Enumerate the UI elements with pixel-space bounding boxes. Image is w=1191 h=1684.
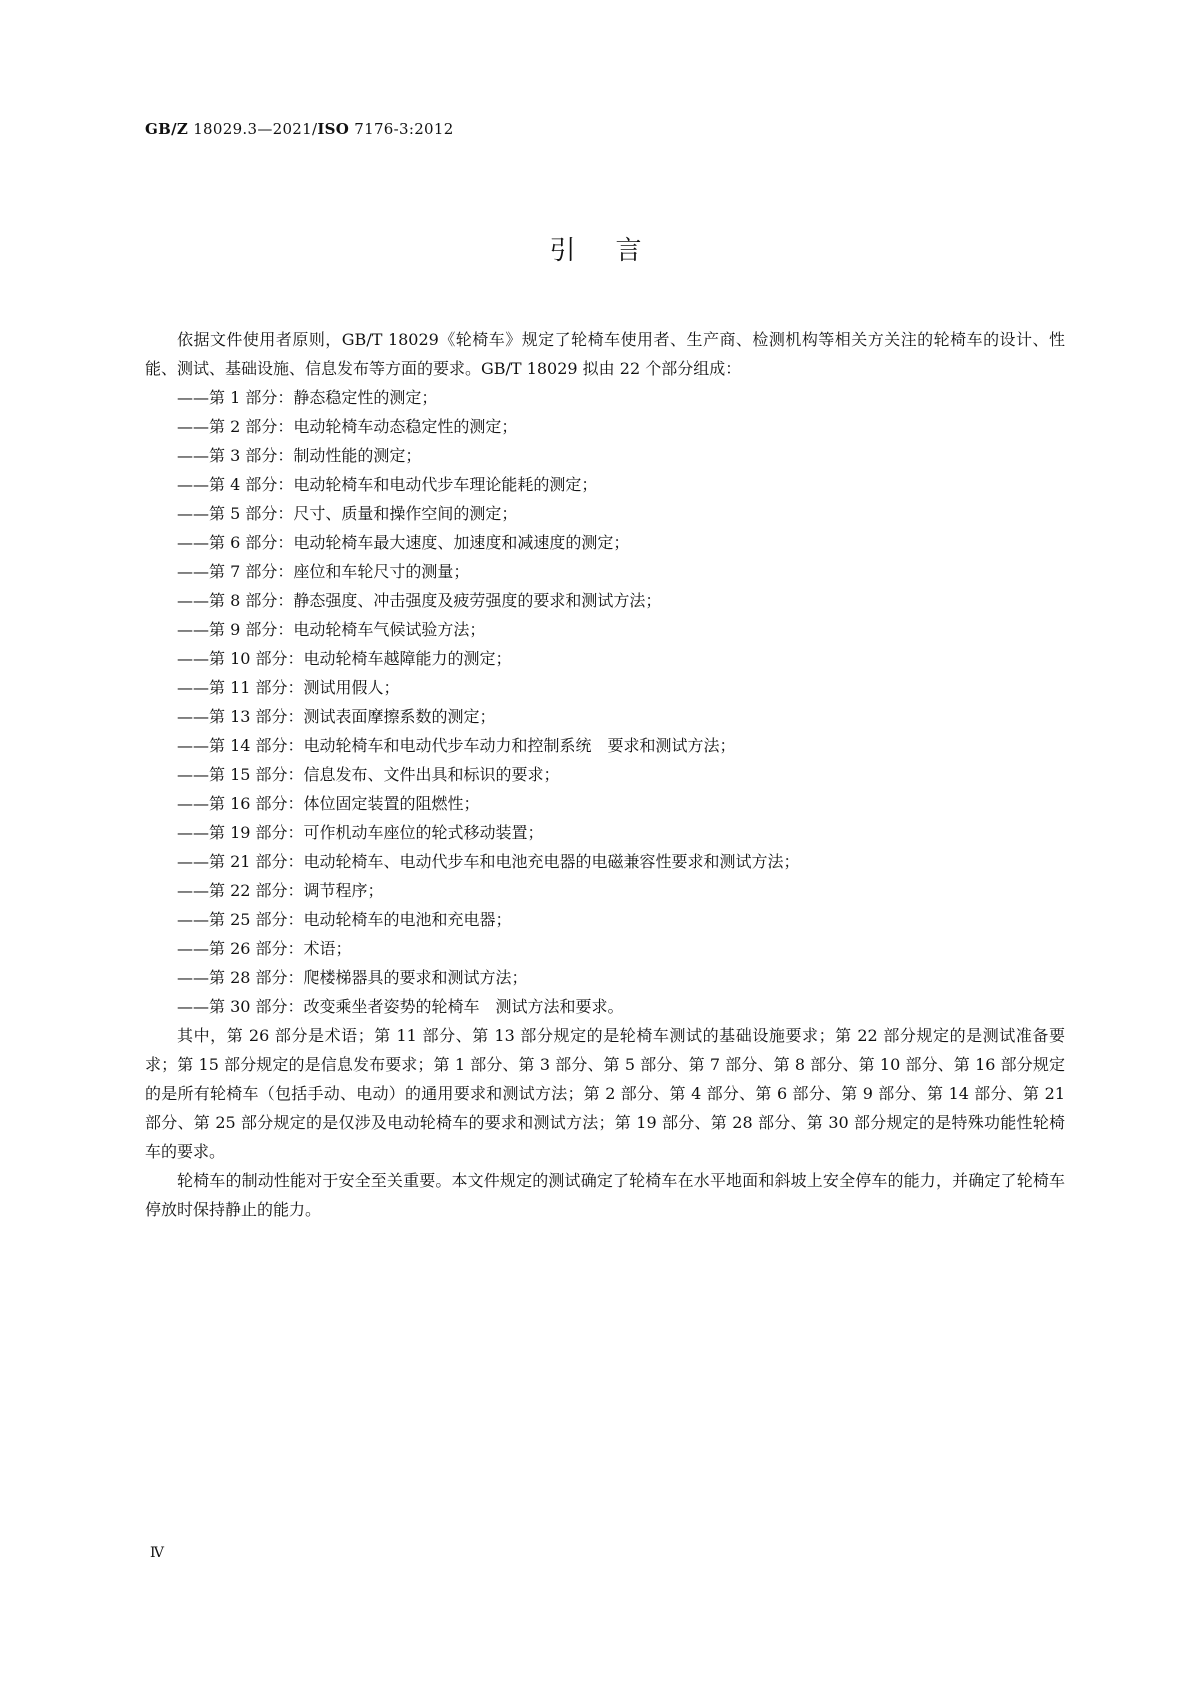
iso-prefix: ISO: [317, 120, 350, 138]
list-item: ——第 13 部分：测试表面摩擦系数的测定；: [177, 707, 496, 726]
list-item: ——第 19 部分：可作机动车座位的轮式移动装置；: [177, 823, 544, 842]
list-item: ——第 9 部分：电动轮椅车气候试验方法；: [177, 620, 486, 639]
page-number: Ⅳ: [150, 1545, 164, 1561]
list-item: ——第 6 部分：电动轮椅车最大速度、加速度和减速度的测定；: [177, 533, 630, 552]
document-header: [145, 120, 454, 138]
list-item: ——第 10 部分：电动轮椅车越障能力的测定；: [177, 649, 512, 668]
summary-paragraph: 其中，第 26 部分是术语；第 11 部分、第 13 部分规定的是轮椅车测试的基础设施要求；第 22 部分规定的是测试准备要求；第 15 部分规定的是信息发布要求；第 1 部分、第 3 部分、第 5 部分、第 7 部分、第 8 部分、第 10 部分、第 16 部分规定的是所有轮椅车（包括手动、电动）的通用要求和测试方法；第 2 部分、第 4 部分、第 6 部分、第 9 部分、第 14 部分、第 21 部分、第 25 部分规定的是仅涉及电动轮椅车的要求和测试方法；第 19 部分、第 28 部分、第 30 部分规定的是特殊功能性轮椅车的要求。: [145, 1026, 1065, 1161]
list-item: ——第 22 部分：调节程序；: [177, 881, 384, 900]
list-item: ——第 8 部分：静态强度、冲击强度及疲劳强度的要求和测试方法；: [177, 591, 662, 610]
parts-list: [145, 383, 1065, 1021]
list-item: ——第 3 部分：制动性能的测定；: [177, 446, 422, 465]
list-item: ——第 28 部分：爬楼梯器具的要求和测试方法；: [177, 968, 528, 987]
list-item: ——第 5 部分：尺寸、质量和操作空间的测定；: [177, 504, 518, 523]
list-item: ——第 14 部分：电动轮椅车和电动代步车动力和控制系统 要求和测试方法；: [177, 736, 736, 755]
standard-number: 18029.3—2021/: [188, 120, 318, 138]
list-item: ——第 30 部分：改变乘坐者姿势的轮椅车 测试方法和要求。: [177, 997, 624, 1016]
list-item: ——第 4 部分：电动轮椅车和电动代步车理论能耗的测定；: [177, 475, 598, 494]
list-item: ——第 11 部分：测试用假人；: [177, 678, 400, 697]
list-item: ——第 21 部分：电动轮椅车、电动代步车和电池充电器的电磁兼容性要求和测试方法；: [177, 852, 800, 871]
list-item: ——第 2 部分：电动轮椅车动态稳定性的测定；: [177, 417, 518, 436]
list-item: ——第 25 部分：电动轮椅车的电池和充电器；: [177, 910, 512, 929]
list-item: ——第 7 部分：座位和车轮尺寸的测量；: [177, 562, 470, 581]
standard-prefix: GB/Z: [145, 120, 189, 138]
list-item: ——第 26 部分：术语；: [177, 939, 352, 958]
iso-number: 7176-3:2012: [349, 120, 454, 138]
page-title: 引言: [549, 236, 682, 266]
closing-paragraph: 轮椅车的制动性能对于安全至关重要。本文件规定的测试确定了轮椅车在水平地面和斜坡上安全停车的能力，并确定了轮椅车停放时保持静止的能力。: [145, 1171, 1065, 1219]
list-item: ——第 1 部分：静态稳定性的测定；: [177, 388, 438, 407]
list-item: ——第 15 部分：信息发布、文件出具和标识的要求；: [177, 765, 560, 784]
intro-paragraph: 依据文件使用者原则，GB/T 18029《轮椅车》规定了轮椅车使用者、生产商、检测机构等相关方关注的轮椅车的设计、性能、测试、基础设施、信息发布等方面的要求。GB/T 18029 拟由 22 个部分组成：: [145, 330, 1065, 378]
document-body: [145, 325, 1065, 1224]
list-item: ——第 16 部分：体位固定装置的阻燃性；: [177, 794, 480, 813]
